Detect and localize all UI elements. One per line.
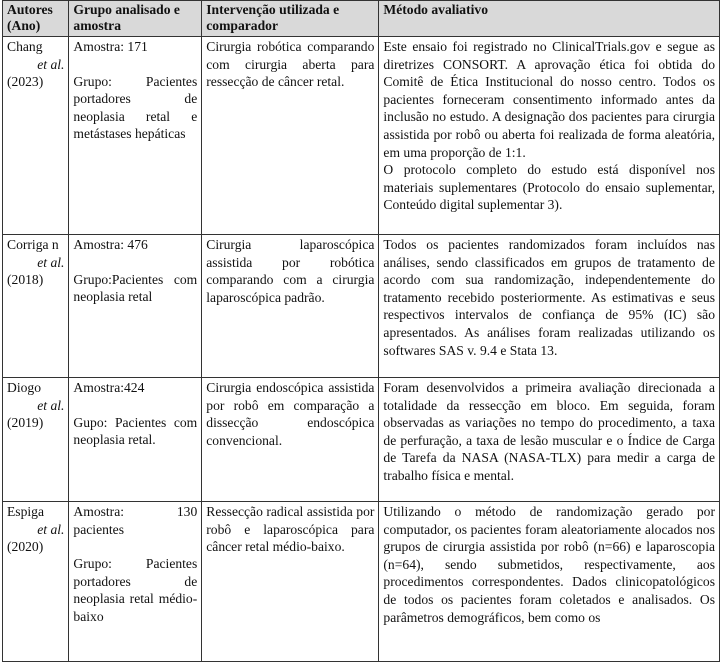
author-et-al: et al. [37, 56, 65, 72]
spacer [73, 254, 197, 271]
group-description: Gupo: Pacientes com neoplasia retal. [73, 414, 198, 448]
group-description: Grupo: Pacientes portadores de neoplasia retal médio-baixo [73, 556, 198, 624]
table-row [3, 378, 720, 502]
spacer [73, 56, 197, 73]
group-cell [69, 502, 202, 662]
author-name: Chang [7, 39, 43, 54]
method-cell [379, 235, 720, 378]
table-row [3, 502, 720, 662]
method-cell [379, 37, 720, 235]
header-group: Grupo analisado e amostra [69, 1, 202, 37]
group-description: Grupo:Pacientes com neoplasia retal [73, 271, 198, 305]
header-author: Autores (Ano) [3, 1, 69, 37]
author-year: (2019) [7, 415, 44, 431]
intervention-cell: Cirurgia endoscópica assistida por robô em comparação a dissecção endoscópica convencional. [202, 378, 379, 502]
author-cell [3, 378, 69, 502]
method-paragraph: Foram desenvolvidos a primeira avaliação direcionada a totalidade da ressecção em bloco. Em seguida, foram observadas as variações no tempo do procedimento, a taxa de perfuração, a taxa de lesão muscular e o Índice de Carga de Tarefa da NASA (NASA-TLX) para medir a carga de trabalho física e mental. [383, 380, 715, 483]
intervention-cell: Ressecção radical assistida por robô e laparoscópica para câncer retal médio-baixo. [202, 502, 379, 662]
author-year: (2020) [7, 539, 44, 555]
method-paragraph: Utilizando o método de randomização gerado por computador, os pacientes foram aleatoriamente alocados nos grupos de cirurgia assistida por robô (n=66) e laparoscopia (n=64), sendo submetidos, respectivamente, aos procedimentos correspondentes. Dados clinicopatológicos de todos os pacientes foram coletados e analisados. Os parâmetros demográficos, bem como os [383, 504, 715, 625]
group-description: Grupo: Pacientes portadores de neoplasia retal e metástases hepáticas [73, 73, 198, 142]
method-paragraph: Este ensaio foi registrado no ClinicalTrials.gov e segue as diretrizes CONSORT. A aprovação ética foi obtida do Comitê de Ética Institucional do nosso centro. Todos os pacientes forneceram consentimento informado antes da inclusão no estudo. A designação dos pacientes para cirurgia assistida por robô ou aberta foi realizada de forma aleatória, em uma proporção de 1:1. [383, 39, 715, 160]
header-intervention: Intervenção utilizada e comparador [202, 1, 379, 37]
review-table [2, 0, 720, 662]
author-year: (2018) [7, 272, 44, 288]
sample-size: Amostra: 130 pacientes [73, 504, 198, 537]
group-cell [69, 235, 202, 378]
spacer [73, 397, 197, 414]
author-year: (2023) [7, 74, 44, 90]
intervention-cell: Cirurgia laparoscópica assistida por robótica comparando com a cirurgia laparoscópica padrão. [202, 235, 379, 378]
spacer [73, 538, 197, 555]
intervention-cell: Cirurgia robótica comparando com cirurgia aberta para ressecção de câncer retal. [202, 37, 379, 235]
group-cell [69, 37, 202, 235]
author-et-al: et al. [37, 254, 65, 270]
sample-size: Amostra: 476 [73, 237, 148, 252]
method-paragraph: O protocolo completo do estudo está disponível nos materiais suplementares (Protocolo do ensaio suplementar, Conteúdo digital suplementar 3). [383, 162, 715, 213]
method-paragraph: Todos os pacientes randomizados foram incluídos nas análises, sendo classificados em grupos de tratamento de acordo com sua randomização, independentemente do tratamento recebido posteriormente. As estimativas e seus respectivos intervalos de confiança de 95% (IC) são apresentados. As análises foram realizadas utilizando os softwares SAS v. 9.4 e Stata 13. [383, 237, 715, 358]
author-name: Espiga [7, 504, 44, 519]
sample-size: Amostra:424 [73, 380, 145, 395]
group-cell [69, 378, 202, 502]
author-name: Corriga n [7, 237, 59, 252]
method-cell [379, 378, 720, 502]
author-et-al: et al. [37, 397, 65, 413]
author-et-al: et al. [37, 521, 65, 537]
header-method: Método avaliativo [379, 1, 720, 37]
header-row [3, 1, 720, 37]
author-cell [3, 37, 69, 235]
sample-size: Amostra: 171 [73, 39, 148, 54]
method-cell [379, 502, 720, 662]
table-row [3, 37, 720, 235]
author-cell [3, 235, 69, 378]
author-cell [3, 502, 69, 662]
table-row [3, 235, 720, 378]
author-name: Diogo [7, 380, 41, 395]
